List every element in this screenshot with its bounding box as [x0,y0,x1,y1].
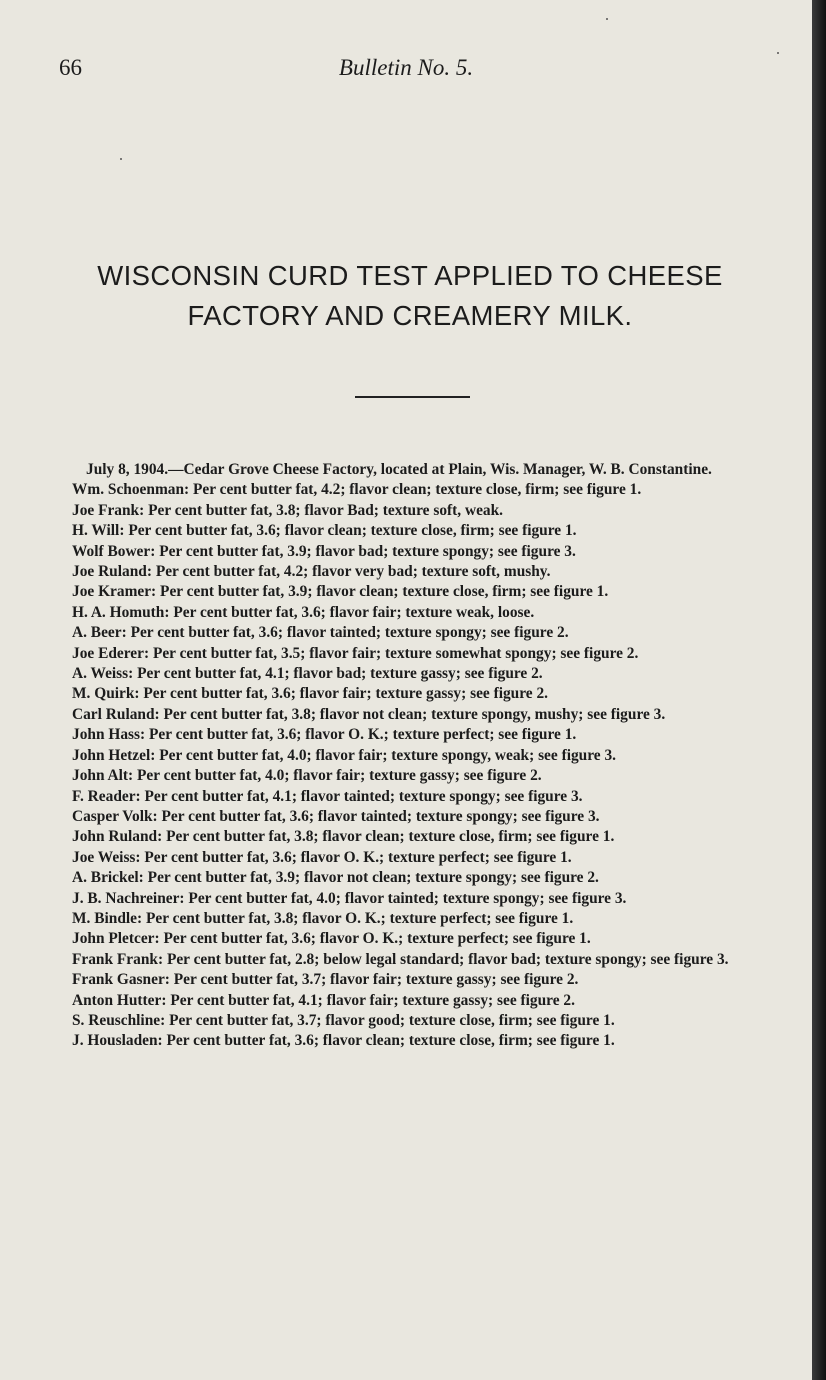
entry-name: M. Bindle: [72,909,143,927]
page-header [0,55,812,87]
article-title [60,256,760,336]
entry-text: Per cent butter fat, 3.6; flavor O. K.; texture perfect; see figure 1. [144,848,572,866]
entry-item [72,868,767,888]
entry-item [72,827,767,847]
entry-item [72,623,767,643]
entry-item [72,970,767,990]
entries-list [0,460,812,1052]
entry-text: Per cent butter fat, 4.0; flavor fair; texture spongy, weak; see figure 3. [159,746,616,764]
entry-item [72,848,767,868]
entry-text: Per cent butter fat, 3.6; flavor fair; texture gassy; see figure 2. [143,685,549,703]
entry-text: Per cent butter fat, 3.8; flavor not clean; texture spongy, mushy; see figure 3. [163,705,666,723]
entry-item [72,991,767,1011]
entry-item [72,746,767,766]
title-divider [355,396,470,398]
entry-text: Per cent butter fat, 4.2; flavor clean; texture close, firm; see figure 1. [193,481,642,499]
entry-text: Per cent butter fat, 4.2; flavor very bad; texture soft, mushy. [155,563,551,581]
entry-item [72,562,767,582]
paper-speck [606,18,608,20]
entry-name: Frank Gasner: [72,971,170,989]
entry-text: Per cent butter fat, 3.6; flavor O. K.; texture perfect; see figure 1. [149,726,577,744]
entry-text: Per cent butter fat, 4.0; flavor tainted; texture spongy; see figure 3. [188,889,627,907]
entry-name: Wolf Bower: [72,542,156,560]
entry-item [72,807,767,827]
entry-name: A. Weiss: [72,665,134,683]
entry-item [72,480,767,500]
entry-name: John Hetzel: [72,746,156,764]
entry-name: John Hass: [72,726,146,744]
entry-name: M. Quirk: [72,685,140,703]
entry-text: Per cent butter fat, 3.9; flavor not clean; texture spongy; see figure 2. [147,869,599,887]
entry-item [72,521,767,541]
intro-paragraph: July 8, 1904.—Cedar Grove Cheese Factory, located at Plain, Wis. Manager, W. B. Constantine. [86,461,712,478]
entry-text: Per cent butter fat, 3.8; flavor clean; texture close, firm; see figure 1. [166,828,615,846]
entry-item [72,664,767,684]
entry-item [72,705,767,725]
entry-text: Per cent butter fat, 3.6; flavor fair; texture weak, loose. [173,603,535,621]
entry-name: A. Brickel: [72,869,144,887]
entry-text: Per cent butter fat, 3.7; flavor fair; texture gassy; see figure 2. [173,971,579,989]
entry-item [72,909,767,929]
entry-name: H. Will: [72,522,125,540]
paper-speck [120,158,122,160]
entry-name: Joe Ederer: [72,644,150,662]
page-edge-shadow [812,0,826,1380]
entry-text: Per cent butter fat, 3.6; flavor clean; texture close, firm; see figure 1. [166,1032,615,1050]
entry-name: J. Housladen: [72,1032,163,1050]
entry-text: Per cent butter fat, 4.0; flavor fair; texture gassy; see figure 2. [137,767,542,785]
entry-item [72,950,767,970]
entry-name: John Pletcer: [72,930,160,948]
entry-item [72,582,767,602]
entry-name: Wm. Schoenman: [72,481,190,499]
title-line-2: FACTORY AND CREAMERY MILK. [187,300,633,331]
entry-item [72,766,767,786]
entry-text: Per cent butter fat, 3.5; flavor fair; texture somewhat spongy; see figure 2. [152,644,639,662]
entry-text: Per cent butter fat, 3.6; flavor tainted; texture spongy; see figure 3. [161,807,600,825]
entry-name: Casper Volk: [72,807,158,825]
entry-name: J. B. Nachreiner: [72,889,185,907]
entry-text: Per cent butter fat, 3.6; flavor O. K.; texture perfect; see figure 1. [163,930,591,948]
entry-name: H. A. Homuth: [72,603,170,621]
entry-name: Joe Frank: [72,501,145,519]
entry-text: Per cent butter fat, 3.7; flavor good; texture close, firm; see figure 1. [169,1011,615,1029]
entry-name: Joe Kramer: [72,583,157,601]
entry-item [72,1031,767,1051]
entry-text: Per cent butter fat, 2.8; below legal standard; flavor bad; texture spongy; see figure 3. [166,950,729,968]
entry-item [72,787,767,807]
entry-name: S. Reuschline: [72,1011,166,1029]
entry-name: John Alt: [72,767,134,785]
entry-text: Per cent butter fat, 3.6; flavor tainted; texture spongy; see figure 2. [130,624,569,642]
entry-name: Frank Frank: [72,950,164,968]
entry-text: Per cent butter fat, 4.1; flavor bad; texture gassy; see figure 2. [137,665,543,683]
entry-name: Carl Ruland: [72,705,160,723]
entry-item [72,542,767,562]
entry-text: Per cent butter fat, 3.9; flavor clean; texture close, firm; see figure 1. [160,583,609,601]
entry-name: Anton Hutter: [72,991,167,1009]
entry-text: Per cent butter fat, 4.1; flavor fair; texture gassy; see figure 2. [170,991,575,1009]
entry-item [72,603,767,623]
entry-item [72,1011,767,1031]
entry-text: Per cent butter fat, 4.1; flavor tainted; texture spongy; see figure 3. [144,787,583,805]
page-number: 66 [59,55,82,80]
entry-text: Per cent butter fat, 3.9; flavor bad; texture spongy; see figure 3. [159,542,576,560]
entry-name: Joe Ruland: [72,563,152,581]
title-line-1: WISCONSIN CURD TEST APPLIED TO CHEESE [97,260,723,291]
entry-name: John Ruland: [72,828,163,846]
entry-text: Per cent butter fat, 3.8; flavor Bad; texture soft, weak. [148,501,504,519]
entry-name: Joe Weiss: [72,848,141,866]
entry-item [72,725,767,745]
entry-name: F. Reader: [72,787,141,805]
running-head: Bulletin No. 5. [338,55,474,80]
entry-item [72,684,767,704]
entry-item [72,889,767,909]
entry-item [72,929,767,949]
entry-item [72,501,767,521]
entry-text: Per cent butter fat, 3.8; flavor O. K.; texture perfect; see figure 1. [145,909,574,927]
entry-name: A. Beer: [72,624,127,642]
entry-item [72,644,767,664]
entry-text: Per cent butter fat, 3.6; flavor clean; texture close, firm; see figure 1. [128,522,577,540]
paper-speck [777,52,779,54]
